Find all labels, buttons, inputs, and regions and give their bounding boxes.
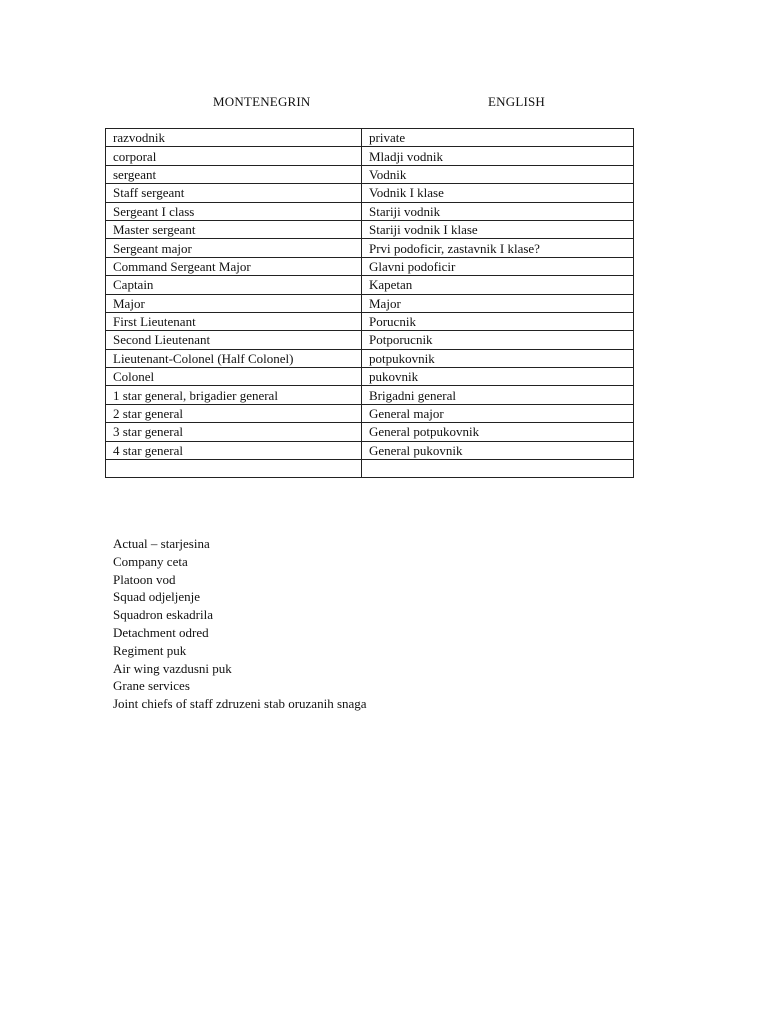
- english-cell: General potpukovnik: [362, 423, 634, 441]
- list-item: Actual – starjesina: [113, 536, 210, 551]
- list-item: Air wing vazdusni puk: [113, 660, 232, 676]
- english-cell: pukovnik: [362, 368, 634, 386]
- montenegrin-cell: Command Sergeant Major: [106, 257, 362, 275]
- montenegrin-cell: Staff sergeant: [106, 184, 362, 202]
- table-row: [106, 257, 634, 275]
- english-cell: Kapetan: [362, 276, 634, 294]
- unit-terms-list: [113, 535, 367, 713]
- montenegrin-cell: Colonel: [106, 368, 362, 386]
- table-row: [106, 331, 634, 349]
- column-headers: [0, 94, 768, 112]
- table-row: [106, 312, 634, 330]
- list-item: Joint chiefs of staff zdruzeni stab oruzanih snaga: [113, 696, 367, 712]
- montenegrin-cell: Master sergeant: [106, 220, 362, 238]
- header-english: ENGLISH: [488, 94, 546, 109]
- table-row: [106, 368, 634, 386]
- table-row: [106, 239, 634, 257]
- table-row: [106, 276, 634, 294]
- english-cell: Major: [362, 294, 634, 312]
- table-row: [106, 349, 634, 367]
- montenegrin-cell: 4 star general: [106, 441, 362, 459]
- rank-translation-table: [105, 128, 634, 478]
- montenegrin-cell: sergeant: [106, 165, 362, 183]
- english-cell: General pukovnik: [362, 441, 634, 459]
- montenegrin-cell: Second Lieutenant: [106, 331, 362, 349]
- table-row: [106, 147, 634, 165]
- montenegrin-cell: [106, 460, 362, 478]
- english-cell: Brigadni general: [362, 386, 634, 404]
- english-cell: Mladji vodnik: [362, 147, 634, 165]
- header-montenegrin: MONTENEGRIN: [213, 94, 311, 109]
- montenegrin-cell: First Lieutenant: [106, 312, 362, 330]
- list-item: Squad odjeljenje: [113, 589, 201, 605]
- table-row: [106, 202, 634, 220]
- english-cell: Vodnik: [362, 165, 634, 183]
- table-row: [106, 386, 634, 404]
- list-item: Squadron eskadrila: [113, 607, 214, 623]
- table-row: [106, 165, 634, 183]
- table-row: [106, 404, 634, 422]
- montenegrin-cell: Sergeant major: [106, 239, 362, 257]
- english-cell: Stariji vodnik I klase: [362, 220, 634, 238]
- table-row: [106, 294, 634, 312]
- list-item: Grane services: [113, 678, 190, 694]
- english-cell: Potporucnik: [362, 331, 634, 349]
- english-cell: [362, 460, 634, 478]
- montenegrin-cell: corporal: [106, 147, 362, 165]
- montenegrin-cell: 1 star general, brigadier general: [106, 386, 362, 404]
- table-row: [106, 460, 634, 478]
- english-cell: private: [362, 129, 634, 147]
- english-cell: Stariji vodnik: [362, 202, 634, 220]
- montenegrin-cell: 2 star general: [106, 404, 362, 422]
- list-item: Company ceta: [113, 553, 188, 569]
- montenegrin-cell: Major: [106, 294, 362, 312]
- table-row: [106, 184, 634, 202]
- list-item: Platoon vod: [113, 571, 176, 587]
- montenegrin-cell: Captain: [106, 276, 362, 294]
- montenegrin-cell: razvodnik: [106, 129, 362, 147]
- english-cell: General major: [362, 404, 634, 422]
- table-row: [106, 423, 634, 441]
- montenegrin-cell: Sergeant I class: [106, 202, 362, 220]
- english-cell: Glavni podoficir: [362, 257, 634, 275]
- table-row: [106, 441, 634, 459]
- english-cell: Prvi podoficir, zastavnik I klase?: [362, 239, 634, 257]
- list-item: Regiment puk: [113, 642, 187, 658]
- montenegrin-cell: Lieutenant-Colonel (Half Colonel): [106, 349, 362, 367]
- english-cell: Vodnik I klase: [362, 184, 634, 202]
- table-row: [106, 129, 634, 147]
- english-cell: Porucnik: [362, 312, 634, 330]
- list-item: Detachment odred: [113, 624, 209, 640]
- table-body: [106, 129, 634, 478]
- table-row: [106, 220, 634, 238]
- montenegrin-cell: 3 star general: [106, 423, 362, 441]
- english-cell: potpukovnik: [362, 349, 634, 367]
